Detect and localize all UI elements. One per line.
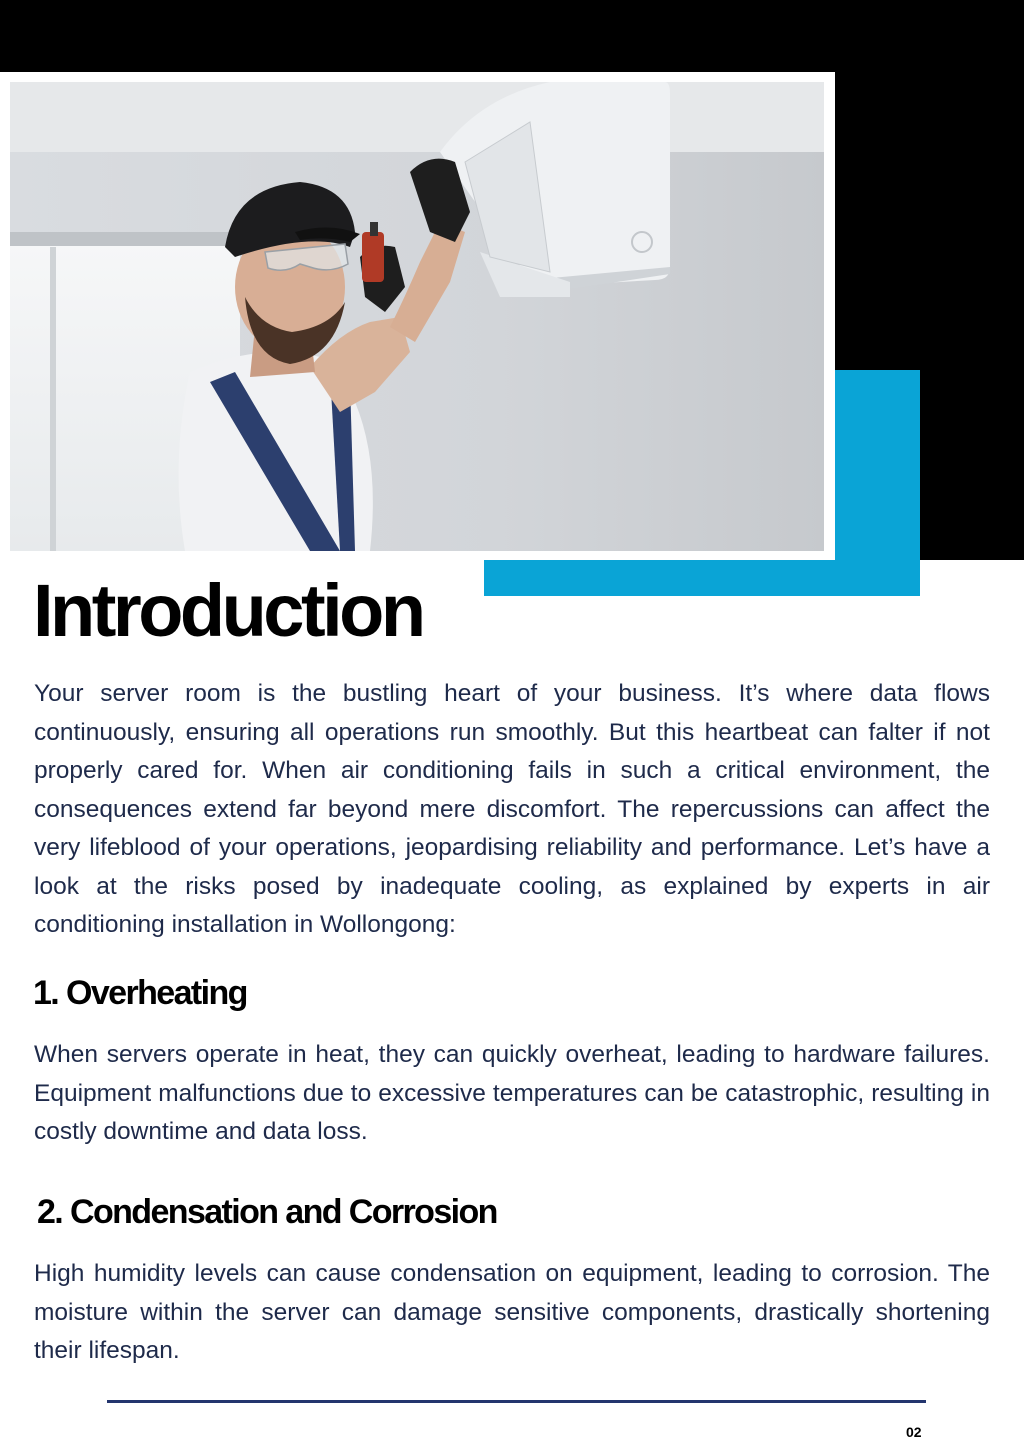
section-body-overheating: When servers operate in heat, they can quickly overheat, leading to hardware failures. Equipment malfunctions due to excessive temperatures can be catastrophic, resulting in costly downtime and data loss. (34, 1041, 990, 1145)
intro-paragraph: Your server room is the bustling heart of your business. It’s where data flows continuously, ensuring all operations run smoothly. But this heartbeat can falter if not properly cared for. When air conditioning fails in such a critical environment, the consequences extend far beyond mere discomfort. The repercussions can affect the very lifeblood of your operations, jeopardising reliability and performance. Let’s have a look at the risks posed by inadequate cooling, as explained by experts in air conditioning installation in Wollongong: (34, 680, 990, 938)
technician-photo (10, 82, 824, 551)
section-heading-overheating: 1. Overheating (33, 974, 247, 1012)
top-black-band (0, 0, 1024, 72)
footer-rule (107, 1400, 926, 1403)
page-number: 02 (906, 1424, 922, 1440)
section-body-condensation: High humidity levels can cause condensation on equipment, leading to corrosion. The moisture within the server can damage sensitive components, drastically shortening their lifespan. (34, 1260, 990, 1364)
page-title: Introduction (33, 569, 423, 652)
section-heading-condensation: 2. Condensation and Corrosion (37, 1193, 497, 1231)
